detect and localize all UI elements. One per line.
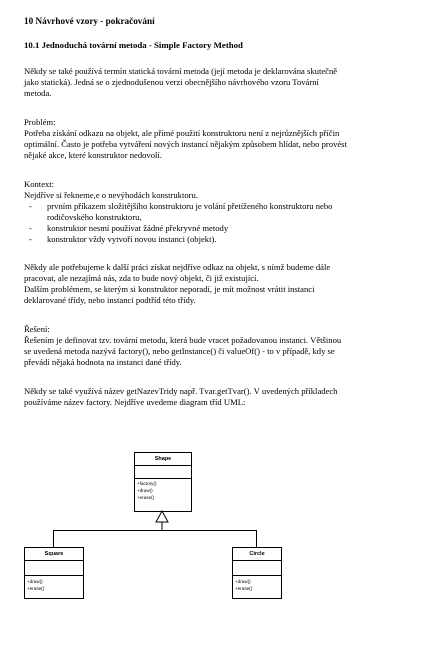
context-title: Kontext:	[24, 179, 55, 189]
problem-line-2: optimální. Často je potřeba vytváření nových instancí nějakým způsobem hlídat, nebo provést	[24, 139, 347, 149]
uml-op: +factory()	[137, 481, 157, 486]
uml-op: +erase()	[27, 586, 45, 591]
context-bullet-3: konstruktor vždy vytvoří novou instanci (objekt).	[47, 234, 217, 244]
problem-title: Problém:	[24, 117, 56, 127]
section-heading: 10.1 Jednoduchá tovární metoda - Simple Factory Method	[24, 40, 243, 50]
para-line-4: deklarované třídy, nebo instanci podtříd této třídy.	[24, 295, 196, 305]
problem-line-3: nějaké akce, které konstruktor nedovolí.	[24, 150, 162, 160]
inheritance-line	[53, 530, 54, 547]
naming-line-1: Někdy se také využívá název getNazevTridy např. Tvar.getTvar(). V uvedených příkladech	[24, 386, 338, 396]
bullet-dash: -	[29, 234, 32, 244]
uml-class-name: Square	[25, 548, 83, 561]
intro-line-3: metoda.	[24, 88, 52, 98]
inheritance-arrow-icon	[150, 510, 174, 530]
intro-line-1: Někdy se také používá termín statická tovární metoda (její metoda je deklarována skutečně	[24, 66, 338, 76]
bullet-dash: -	[29, 223, 32, 233]
context-bullet-1b: rodičovského konstruktoru,	[47, 212, 142, 222]
uml-class-name: Circle	[233, 548, 281, 561]
uml-class-shape	[134, 452, 192, 512]
uml-op: +draw()	[137, 488, 153, 493]
uml-op: +erase()	[137, 495, 155, 500]
solution-line-2: se uvedená metoda nazývá factory(), nebo getInstance() či valueOf() - to v případě, kdy se	[24, 346, 335, 356]
bullet-dash: -	[29, 201, 32, 211]
solution-title: Řešení:	[24, 324, 50, 334]
solution-line-1: Řešením je definovat tzv. tovární metodu, která bude vracet požadovanou instanci. Většinou	[24, 335, 342, 345]
uml-op: +draw()	[235, 579, 251, 584]
uml-class-name: Shape	[135, 453, 191, 466]
problem-line-1: Potřeba získání odkazu na objekt, ale přímé použití konstruktoru není z nejrůznějších příčin	[24, 128, 340, 138]
para-line-1: Někdy ale potřebujeme k další práci získat nejdříve odkaz na objekt, s nímž budeme dále	[24, 262, 331, 272]
intro-line-2: jako statická). Jedná se o zjednodušenou verzi obecnějšího návrhového vzoru Tovární	[24, 77, 319, 87]
uml-class-square	[24, 547, 84, 599]
inheritance-line	[53, 530, 257, 531]
uml-op: +erase()	[235, 586, 253, 591]
inheritance-line	[256, 530, 257, 547]
para-line-2: pracovat, ale nezajímá nás, zda to bude nový objekt, či již existující.	[24, 273, 259, 283]
context-lead: Nejdříve si řekneme,e o nevýhodách konstruktoru.	[24, 190, 198, 200]
naming-line-2: používáme název factory. Nejdříve uvedeme diagram tříd UML:	[24, 397, 246, 407]
context-bullet-1a: prvním příkazem složitějšího konstruktoru je volání přetíženého konstruktoru nebo	[47, 201, 333, 211]
uml-op: +draw()	[27, 579, 43, 584]
context-bullet-2: konstruktor nesmí používat žádné překryvné metody	[47, 223, 229, 233]
uml-class-circle	[232, 547, 282, 599]
para-line-3: Dalším problémem, se kterým si konstruktor neporadí, je mít možnost vrátit instanci	[24, 284, 315, 294]
chapter-heading: 10 Návrhové vzory - pokračování	[24, 16, 155, 26]
solution-line-3: převádí nějaká hodnota na instanci dané třídy.	[24, 357, 182, 367]
